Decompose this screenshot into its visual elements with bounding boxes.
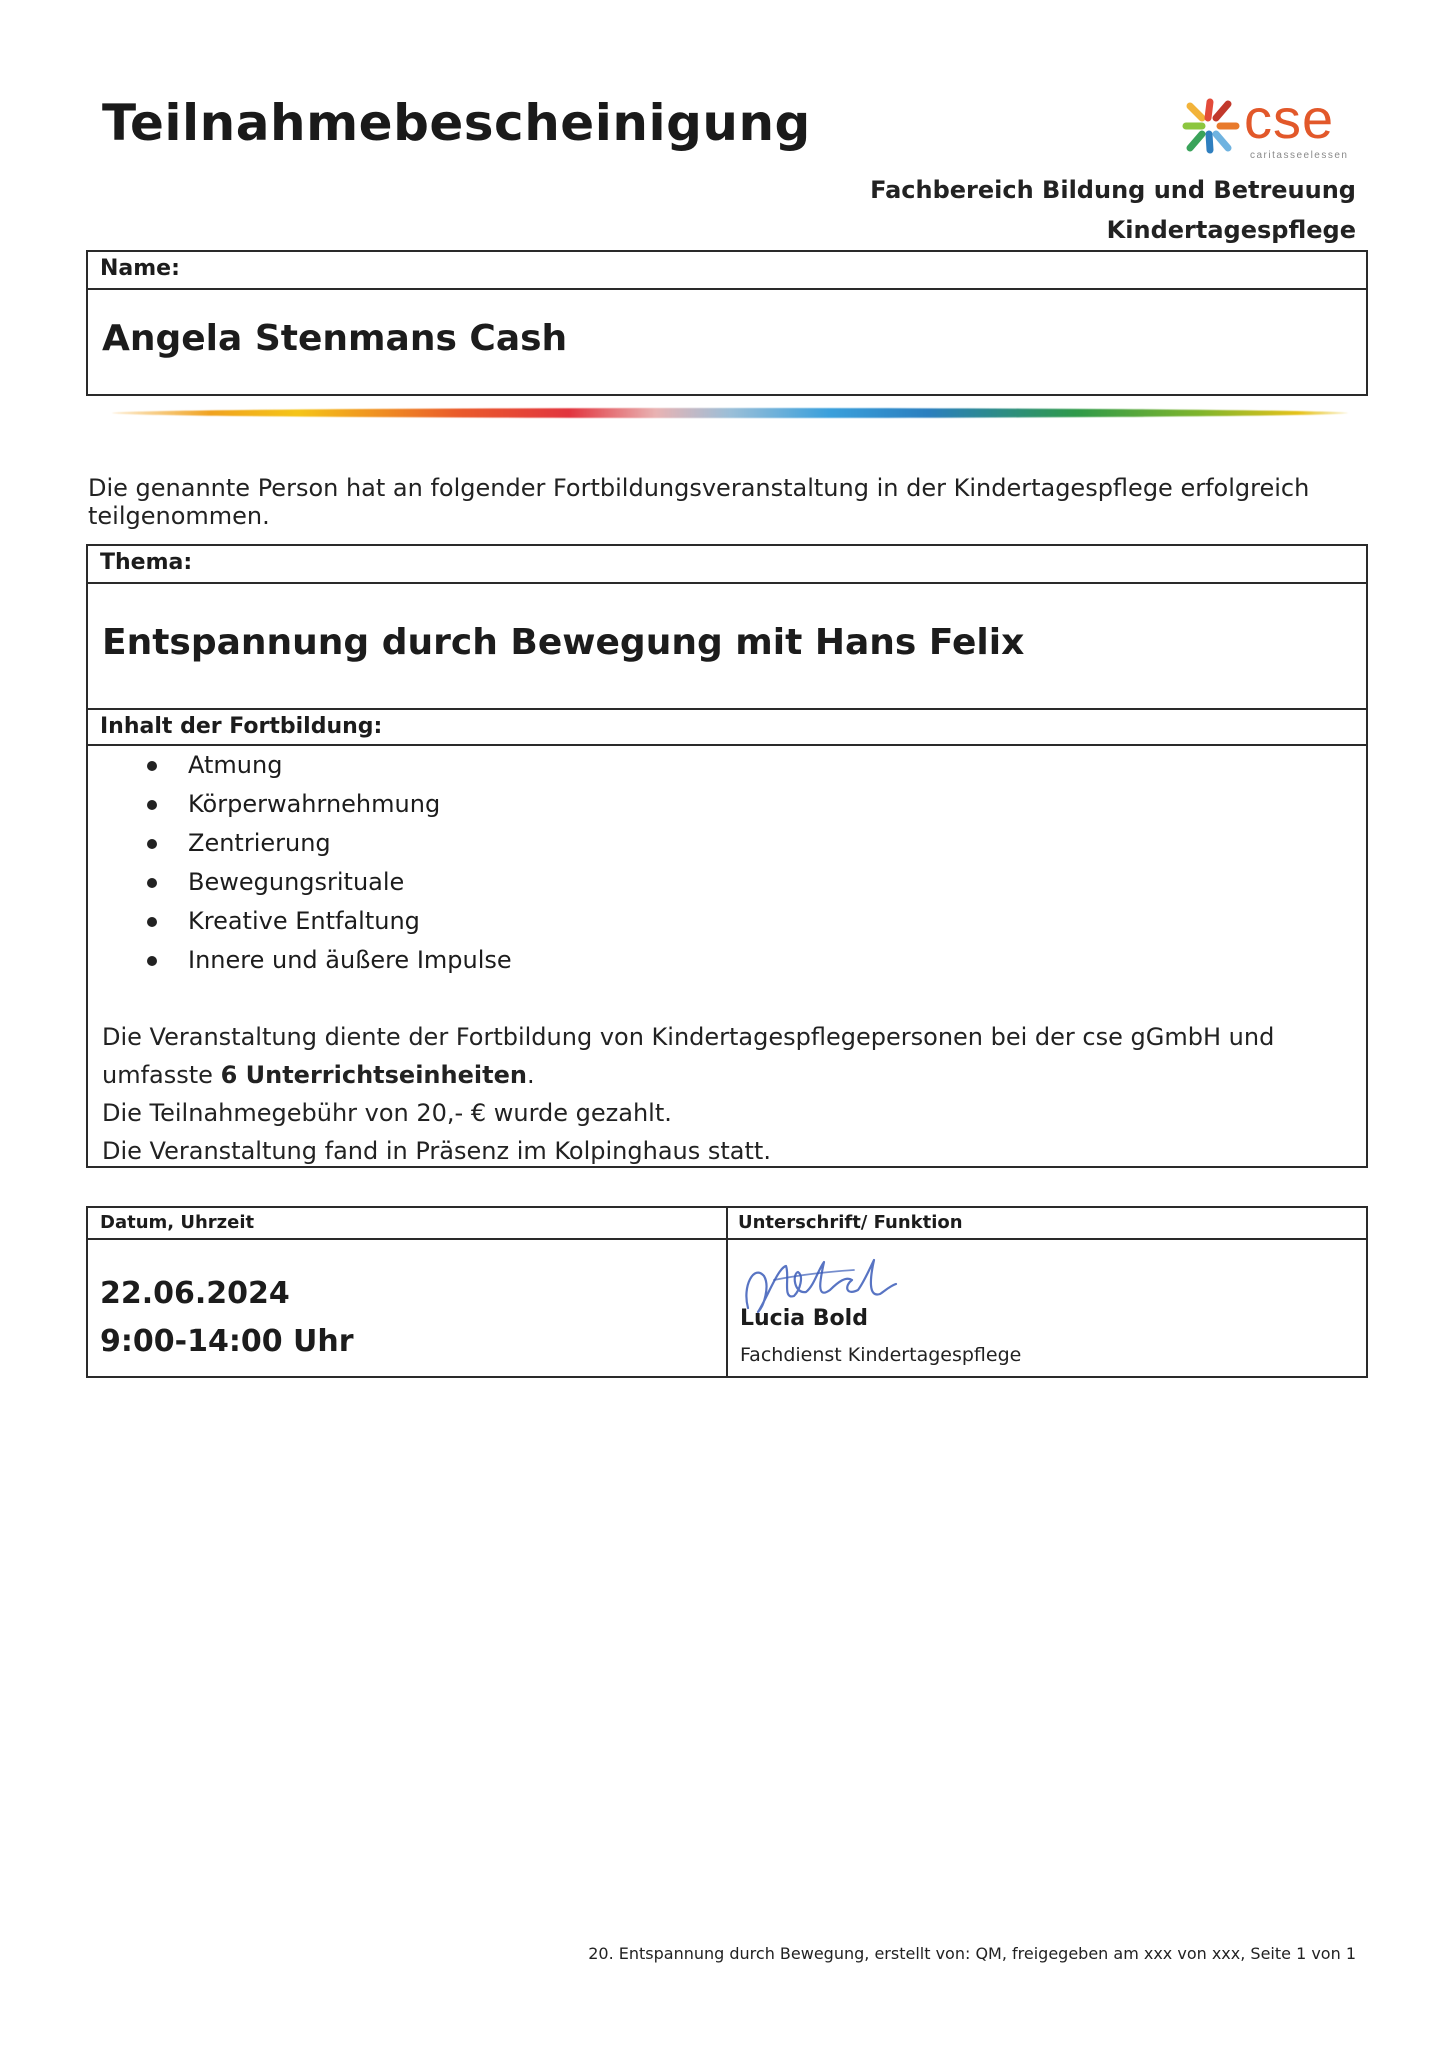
event-date: 22.06.2024 [100, 1276, 290, 1311]
column-divider [726, 1208, 728, 1376]
topic-title: Entspannung durch Bewegung mit Hans Felix [102, 622, 1025, 663]
list-item: Körperwahrnehmung [88, 785, 1366, 824]
content-label: Inhalt der Fortbildung: [88, 708, 1366, 746]
list-item: Atmung [88, 746, 1366, 785]
course-description: Die Veranstaltung diente der Fortbildung von Kindertagespflegepersonen bei der cse gGmbH und umfasste 6 Unterrichtseinheiten. Die Teilnahmegebühr von 20,- € wurde gezahlt. Die Veranstaltung fand in Präsenz im Kolpinghaus statt. [102, 1023, 1275, 1165]
department-line-2: Kindertagespflege [1106, 216, 1356, 244]
bullet-icon [147, 839, 157, 849]
logo-subtext: caritasseelessen [1250, 150, 1349, 161]
footer-note: 20. Entspannung durch Bewegung, erstellt von: QM, freigegeben am xxx von xxx, Seite 1 von 1 [588, 1944, 1356, 1963]
signature-label: Unterschrift/ Funktion [738, 1212, 963, 1233]
department-line-1: Fachbereich Bildung und Betreuung [870, 176, 1356, 204]
bullet-icon [147, 800, 157, 810]
document-title: Teilnahmebescheinigung [102, 94, 811, 152]
fee-text: Die Teilnahmegebühr von 20,- € wurde gezahlt. [102, 1099, 672, 1127]
topic-box [86, 544, 1368, 1168]
signer-role: Fachdienst Kindertagespflege [740, 1344, 1022, 1366]
topic-label: Thema: [88, 546, 1366, 584]
date-label: Datum, Uhrzeit [100, 1212, 255, 1233]
bullet-icon [147, 761, 157, 771]
cse-logo-mark-icon [1180, 96, 1244, 166]
signature-box [86, 1206, 1368, 1378]
cse-logo [1180, 87, 1360, 166]
units-count: 6 Unterrichtseinheiten [220, 1061, 527, 1089]
list-item: Innere und äußere Impulse [88, 941, 1366, 980]
intro-text: Die genannte Person hat an folgender Fortbildungsveranstaltung in der Kindertagespflege erfolgreich teilgenommen. [88, 474, 1310, 530]
bullet-icon [147, 917, 157, 927]
signer-name: Lucia Bold [740, 1306, 868, 1331]
event-time: 9:00-14:00 Uhr [100, 1324, 354, 1359]
participant-name: Angela Stenmans Cash [102, 318, 568, 359]
list-item: Zentrierung [88, 824, 1366, 863]
location-text: Die Veranstaltung fand in Präsenz im Kolpinghaus statt. [102, 1137, 771, 1165]
logo-wordmark: cse [1244, 87, 1335, 150]
bullet-icon [147, 956, 157, 966]
name-box [86, 250, 1368, 396]
list-item: Bewegungsrituale [88, 863, 1366, 902]
content-list [88, 746, 1366, 980]
list-item: Kreative Entfaltung [88, 902, 1366, 941]
name-label: Name: [88, 252, 1366, 290]
rainbow-divider [112, 408, 1348, 418]
bullet-icon [147, 878, 157, 888]
